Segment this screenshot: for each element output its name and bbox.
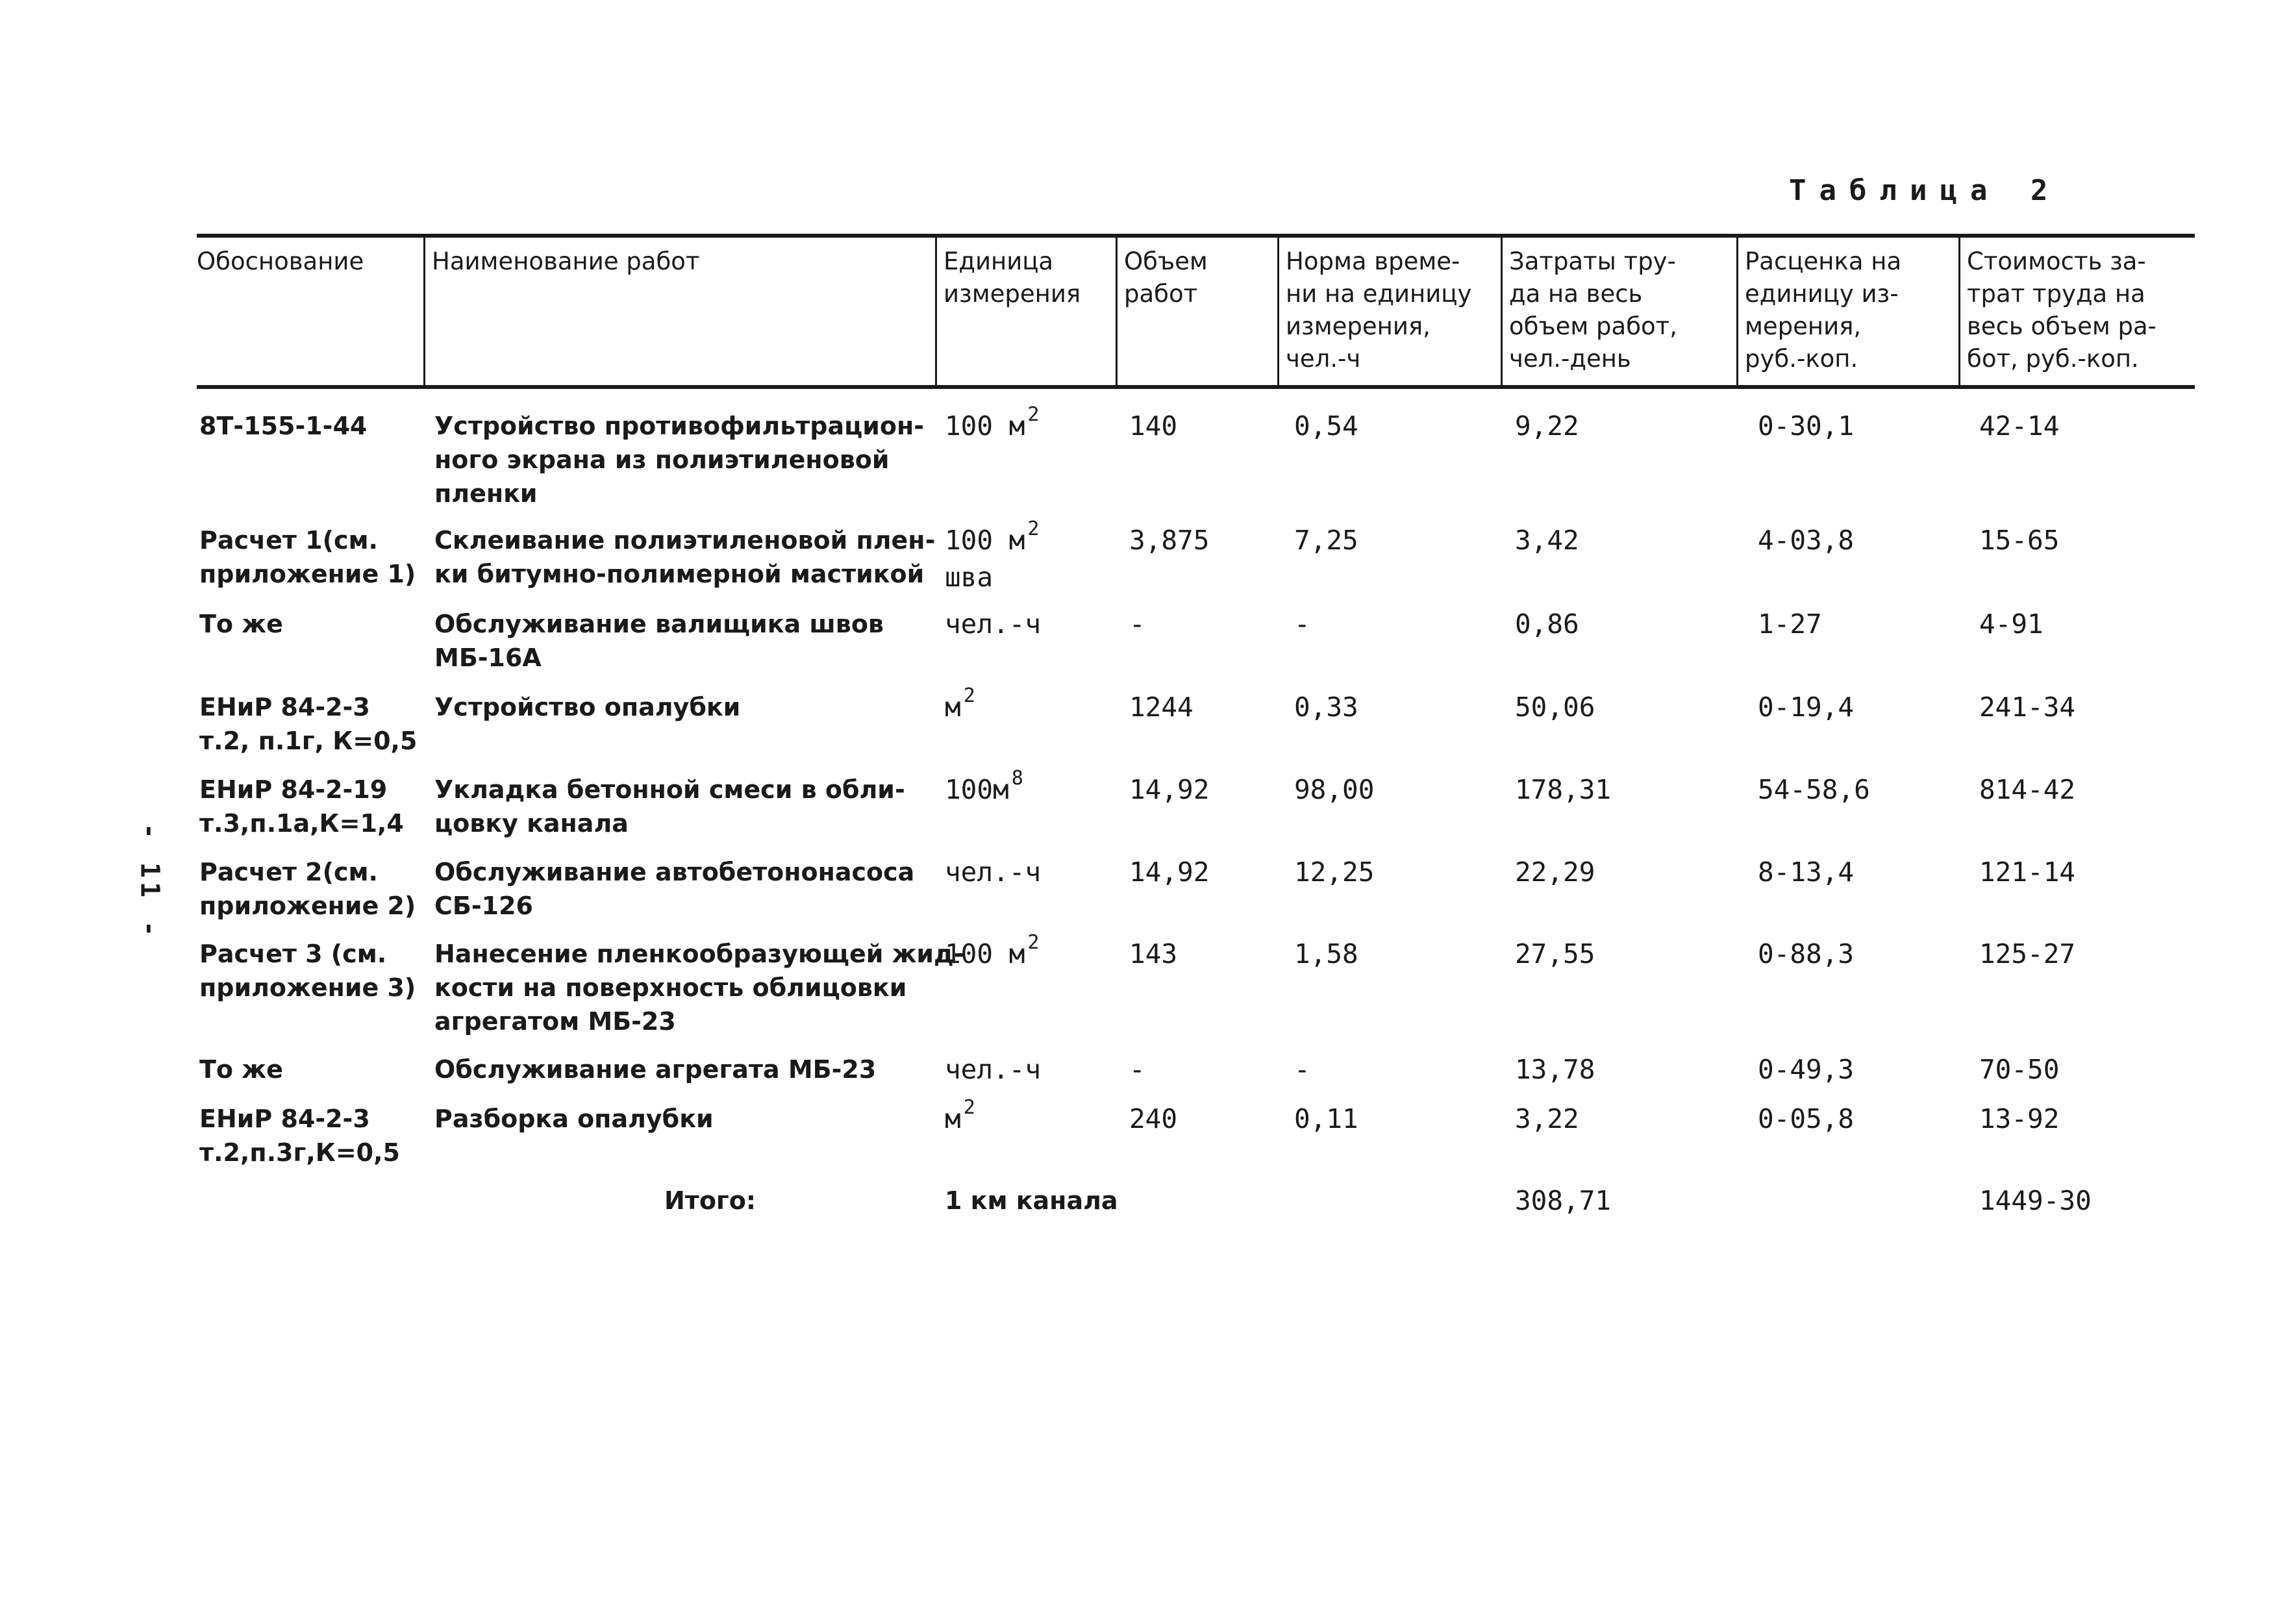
cell-volume: - xyxy=(1129,608,1145,640)
cell-unit-rate: 0-05,8 xyxy=(1758,1103,1855,1134)
total-cost: 1449-30 xyxy=(1979,1185,2092,1216)
cell-labor-cost: 3,42 xyxy=(1515,525,1579,556)
cell-unit: чел.-ч xyxy=(945,856,1042,888)
cell-total-cost: 814-42 xyxy=(1979,774,2076,805)
column-divider xyxy=(423,234,425,389)
header-unit-rate: Расценка на единицу из- мерения, руб.-коп. xyxy=(1745,247,1902,373)
cell-volume: 14,92 xyxy=(1129,856,1210,888)
cell-unit-rate: 54-58,6 xyxy=(1758,774,1870,805)
cell-unit-rate: 8-13,4 xyxy=(1758,856,1855,888)
cell-work-name: Устройство опалубки xyxy=(434,693,741,721)
cell-work-name: Обслуживание валищика швов МБ-16А xyxy=(434,610,884,672)
header-labor-cost: Затраты тру- да на весь объем работ, чел.-день xyxy=(1509,247,1677,373)
cell-unit-rate: 1-27 xyxy=(1758,608,1822,640)
table-top-rule xyxy=(197,234,2195,238)
cell-basis: Расчет 2(см. приложение 2) xyxy=(199,858,416,920)
cell-time-norm: - xyxy=(1294,608,1310,640)
cell-total-cost: 121-14 xyxy=(1979,856,2076,888)
cell-total-cost: 42-14 xyxy=(1979,410,2060,442)
unit-exponent: 2 xyxy=(1027,403,1040,426)
cell-unit: 100 м $^2$ шва xyxy=(945,518,1040,593)
unit-exponent: 8 xyxy=(1011,767,1023,790)
cell-work-name: Разборка опалубки xyxy=(434,1105,714,1133)
cell-volume: 1244 xyxy=(1129,692,1193,723)
cell-work-name: Нанесение пленкообразующей жид- кости на поверхность облицовки агрегатом МБ-23 xyxy=(434,940,964,1036)
cell-work-name: Обслуживание агрегата МБ-23 xyxy=(434,1055,877,1084)
header-volume: Объем работ xyxy=(1124,247,1208,308)
column-divider xyxy=(1736,234,1738,389)
cell-total-cost: 125-27 xyxy=(1979,938,2076,969)
cell-total-cost: 70-50 xyxy=(1979,1054,2060,1085)
cell-basis: ЕНиР 84-2-19 т.3,п.1а,К=1,4 xyxy=(199,775,404,838)
column-divider xyxy=(1958,234,1960,389)
cell-basis: Расчет 1(см. приложение 1) xyxy=(199,526,416,588)
cell-volume: 140 xyxy=(1129,410,1178,442)
cell-labor-cost: 27,55 xyxy=(1515,938,1595,969)
cell-labor-cost: 3,22 xyxy=(1515,1103,1579,1134)
cell-unit-rate: 4-03,8 xyxy=(1758,525,1855,556)
column-divider xyxy=(1501,234,1503,389)
cell-total-cost: 241-34 xyxy=(1979,692,2076,723)
header-unit: Единица измерения xyxy=(944,247,1081,308)
page-number-text: - 11 - xyxy=(134,823,164,941)
cell-basis: ЕНиР 84-2-3 т.2, п.1г, К=0,5 xyxy=(199,693,418,755)
cell-unit: 100 м $^2$ xyxy=(945,403,1040,442)
cell-labor-cost: 50,06 xyxy=(1515,692,1595,723)
cell-time-norm: - xyxy=(1294,1054,1310,1085)
header-work-name: Наименование работ xyxy=(432,247,700,275)
cell-total-cost: 13-92 xyxy=(1979,1103,2060,1134)
unit-exponent: 2 xyxy=(1027,518,1040,540)
table-caption: Таблица 2 xyxy=(1789,174,2061,207)
cell-basis: Расчет 3 (см. приложение 3) xyxy=(199,940,416,1002)
cell-work-name: Склеивание полиэтиленовой плен- ки битумно-полимерной мастикой xyxy=(434,526,936,588)
page-number xyxy=(130,817,169,947)
header-basis: Обоснование xyxy=(197,247,364,275)
cell-volume: 143 xyxy=(1129,938,1178,969)
cell-time-norm: 12,25 xyxy=(1294,856,1375,888)
cell-unit: м $^2$ xyxy=(945,684,975,723)
cell-work-name: Обслуживание автобетононасоса СБ-126 xyxy=(434,858,915,920)
cell-labor-cost: 22,29 xyxy=(1515,856,1595,888)
cell-unit: 100м $^8$ xyxy=(945,767,1023,805)
column-divider xyxy=(1116,234,1118,389)
cell-total-cost: 4-91 xyxy=(1979,608,2043,640)
total-labor-cost: 308,71 xyxy=(1515,1185,1612,1216)
cell-labor-cost: 0,86 xyxy=(1515,608,1579,640)
cell-work-name: Устройство противофильтрацион- ного экрана из полиэтиленовой пленки xyxy=(434,412,925,508)
cell-basis: То же xyxy=(199,1055,283,1084)
header-total-cost: Стоимость за- трат труда на весь объем ра- бот, руб.-коп. xyxy=(1967,247,2157,373)
table-header-rule xyxy=(197,385,2195,389)
cell-labor-cost: 178,31 xyxy=(1515,774,1612,805)
unit-exponent: 2 xyxy=(963,684,975,707)
cell-unit-rate: 0-19,4 xyxy=(1758,692,1855,723)
cell-unit-rate: 0-49,3 xyxy=(1758,1054,1855,1085)
cell-basis: ЕНиР 84-2-3 т.2,п.3г,К=0,5 xyxy=(199,1105,400,1167)
cell-time-norm: 0,11 xyxy=(1294,1103,1358,1134)
column-divider xyxy=(1277,234,1279,389)
cell-time-norm: 0,54 xyxy=(1294,410,1358,442)
cell-unit: чел.-ч xyxy=(945,608,1042,640)
cell-work-name: Укладка бетонной смеси в обли- цовку канала xyxy=(434,775,905,838)
cell-unit: чел.-ч xyxy=(945,1054,1042,1085)
cell-labor-cost: 9,22 xyxy=(1515,410,1579,442)
unit-exponent: 2 xyxy=(1027,931,1040,954)
column-divider xyxy=(935,234,937,389)
cell-time-norm: 98,00 xyxy=(1294,774,1375,805)
cell-volume: 240 xyxy=(1129,1103,1178,1134)
cell-unit-rate: 0-88,3 xyxy=(1758,938,1855,969)
cell-volume: - xyxy=(1129,1054,1145,1085)
cell-unit: м $^2$ xyxy=(945,1096,975,1134)
cell-basis: То же xyxy=(199,610,283,638)
cell-unit: 100 м $^2$ xyxy=(945,931,1040,969)
cell-unit-rate: 0-30,1 xyxy=(1758,410,1855,442)
cell-time-norm: 1,58 xyxy=(1294,938,1358,969)
cell-total-cost: 15-65 xyxy=(1979,525,2060,556)
unit-exponent: 2 xyxy=(963,1096,975,1119)
total-label: Итого: xyxy=(664,1186,756,1215)
cell-labor-cost: 13,78 xyxy=(1515,1054,1595,1085)
cell-time-norm: 7,25 xyxy=(1294,525,1358,556)
total-unit: 1 км канала xyxy=(945,1186,1118,1215)
cell-volume: 3,875 xyxy=(1129,525,1210,556)
cell-volume: 14,92 xyxy=(1129,774,1210,805)
header-time-norm: Норма време- ни на единицу измерения, чел.-ч xyxy=(1286,247,1472,373)
cell-time-norm: 0,33 xyxy=(1294,692,1358,723)
cell-basis: 8Т-155-1-44 xyxy=(199,412,368,440)
